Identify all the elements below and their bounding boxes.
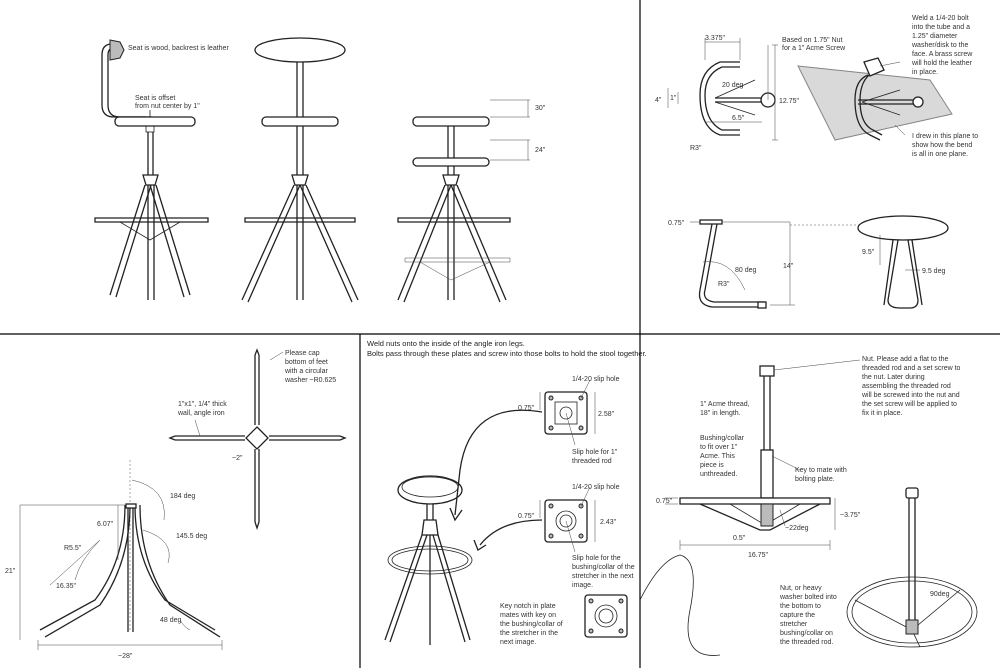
plate1-2-58: 2.58" xyxy=(598,411,615,418)
note-cap-4: washer ~R0.625 xyxy=(285,377,337,384)
dim-3-75: ~3.75" xyxy=(840,512,861,519)
note-washer-4: capture the xyxy=(780,612,816,619)
note-nut-3: the nut. Later during xyxy=(862,374,925,381)
dim-r3-bottom: R3" xyxy=(718,281,730,288)
plate1-slip-2: threaded rod xyxy=(572,458,612,465)
note-key-2: bolting plate. xyxy=(795,476,835,483)
note-weld-3: 1.25" diameter xyxy=(912,33,958,40)
dim-30: 30" xyxy=(535,105,546,112)
dim-184-deg: 184 deg xyxy=(170,493,196,500)
dim-9-5: 9.5" xyxy=(862,249,875,256)
key-note-3: the bushing/collar of xyxy=(500,621,563,628)
note-cap-3: with a circular xyxy=(285,368,328,375)
dim-3-375: 3.375" xyxy=(705,35,726,42)
seat-low-ghost xyxy=(413,158,489,166)
note-nut-5: will be screwed into the nut and xyxy=(862,392,960,399)
dim-0-75: 0.75" xyxy=(656,498,673,505)
dim-22-deg: ~22deg xyxy=(785,525,809,532)
top-nut xyxy=(760,366,774,376)
stool-round-top xyxy=(242,38,358,302)
seat-b-top xyxy=(255,38,345,62)
dim-16-75: 16.75" xyxy=(748,552,769,559)
panel-leg-geometry xyxy=(5,350,345,660)
plate2-slip-1: Slip hole for the xyxy=(572,555,621,562)
note-plane-2: show how the bend xyxy=(912,142,973,149)
dim-9-5-deg: 9.5 deg xyxy=(922,268,946,275)
dim-145-5-deg: 145.5 deg xyxy=(176,533,208,540)
plate2-slip-2: bushing/collar of the xyxy=(572,564,635,571)
dim-r3-top: R3" xyxy=(690,145,702,152)
dim-80-deg: 80 deg xyxy=(735,267,757,274)
note-key-1: Key to mate with xyxy=(795,467,847,474)
panel-rod-stretcher xyxy=(640,356,977,655)
plates-title-2: Bolts pass through these plates and screw into those bolts to hold the stool together. xyxy=(367,349,647,358)
dim-14: 14" xyxy=(783,263,794,270)
panel-bolting-plates xyxy=(367,339,647,646)
note-cap-2: bottom of feet xyxy=(285,359,328,366)
note-weld-4: washer/disk to the xyxy=(912,42,969,49)
dim-6-5: 6.5" xyxy=(732,115,745,122)
note-nut-1: Based on 1.75" Nut xyxy=(782,37,843,44)
plate2-slip-3: stretcher in the next xyxy=(572,573,634,580)
stool-with-backrest xyxy=(95,40,208,300)
note-nut-6: the set screw will be applied to xyxy=(862,401,957,408)
plate1-0-75: 0.75" xyxy=(518,405,535,412)
note-washer-3: the bottom to xyxy=(780,603,821,610)
note-bushing-5: unthreaded. xyxy=(700,471,738,478)
dim-20-deg: 20 deg xyxy=(722,82,744,89)
note-seat-material: Seat is wood, backrest is leather xyxy=(128,45,229,52)
plates-title-1: Weld nuts onto the inside of the angle iron legs. xyxy=(367,339,525,348)
panel-stool-elevations xyxy=(95,38,546,302)
note-weld-2: into the tube and a xyxy=(912,24,970,31)
dim-21: 21" xyxy=(5,568,16,575)
dim-r5-5: R5.5" xyxy=(64,545,82,552)
note-washer-7: the threaded rod. xyxy=(780,639,834,646)
note-cap-1: Please cap xyxy=(285,350,320,357)
note-nut-1: Nut. Please add a flat to the xyxy=(862,356,949,363)
plate2-hole: 1/4-20 slip hole xyxy=(572,484,620,491)
note-nut-4: assembling the threaded rod xyxy=(862,383,951,390)
bend-plane xyxy=(798,66,952,140)
plate2-2-43: 2.43" xyxy=(600,519,617,526)
note-washer-1: Nut, or heavy xyxy=(780,585,822,592)
key-note-5: next image. xyxy=(500,639,537,646)
note-weld-7: in place. xyxy=(912,69,939,76)
note-bushing-3: Acme. This xyxy=(700,453,735,460)
key-note-2: mates with key on xyxy=(500,612,557,619)
note-plane-3: is all in one plane. xyxy=(912,151,969,158)
key-note-1: Key notch in plate xyxy=(500,603,556,610)
dim-48-deg: 48 deg xyxy=(160,617,182,624)
note-seat-offset-2: from nut center by 1" xyxy=(135,103,200,110)
seat-a xyxy=(115,117,195,126)
note-angle-iron-1: 1"x1", 1/4" thick xyxy=(178,401,227,408)
note-nut-2: threaded rod and a set screw to xyxy=(862,365,961,372)
note-thread-1: 1" Acme thread, xyxy=(700,401,750,408)
key-note-4: the stretcher in the xyxy=(500,630,558,637)
dim-12-75: 12.75" xyxy=(779,98,800,105)
panel-backrest-geometry xyxy=(655,15,978,308)
dim-28: ~28" xyxy=(118,653,133,660)
note-bushing-1: Bushing/collar xyxy=(700,435,744,442)
dim-0-5: 0.5" xyxy=(733,535,746,542)
note-washer-5: stretcher xyxy=(780,621,808,628)
note-thread-2: 18" in length. xyxy=(700,410,741,417)
dim-0-75: 0.75" xyxy=(668,220,685,227)
note-washer-6: bushing/collar on xyxy=(780,630,833,637)
stool-heights xyxy=(398,100,530,302)
plate2-0-75: 0.75" xyxy=(518,513,535,520)
dim-1: 1" xyxy=(670,95,677,102)
bracket-top xyxy=(700,220,722,224)
note-nut-2: for a 1" Acme Screw xyxy=(782,45,846,52)
note-washer-2: washer bolted into xyxy=(780,594,837,601)
bushing xyxy=(761,450,773,498)
dim-4: 4" xyxy=(655,97,662,104)
dim-24: 24" xyxy=(535,147,546,154)
note-seat-offset-1: Seat is offset xyxy=(135,95,176,102)
plate2-slip-4: image. xyxy=(572,582,594,589)
dim-16-35: 16.35" xyxy=(56,583,77,590)
note-plane-1: I drew in this plane to xyxy=(912,133,979,140)
note-nut-7: fix it in place. xyxy=(862,410,903,417)
dim-2: ~2" xyxy=(232,455,243,462)
note-bushing-4: piece is xyxy=(700,462,724,469)
note-angle-iron-2: wall, angle iron xyxy=(178,410,225,417)
plate1-slip-1: Slip hole for 1" xyxy=(572,449,618,456)
backrest-pad xyxy=(110,40,124,60)
note-weld-1: Weld a 1/4-20 bolt xyxy=(912,15,969,22)
note-weld-6: will hold the leather xyxy=(912,60,972,67)
dim-90-deg: 90deg xyxy=(930,591,950,598)
stretcher-ring xyxy=(680,498,830,504)
dim-6-07: 6.07" xyxy=(97,521,114,528)
note-weld-5: face. A brass screw xyxy=(912,51,973,58)
tube-diamond xyxy=(246,427,268,449)
plate1-hole: 1/4-20 slip hole xyxy=(572,376,620,383)
note-bushing-2: to fit over 1" xyxy=(700,444,738,451)
